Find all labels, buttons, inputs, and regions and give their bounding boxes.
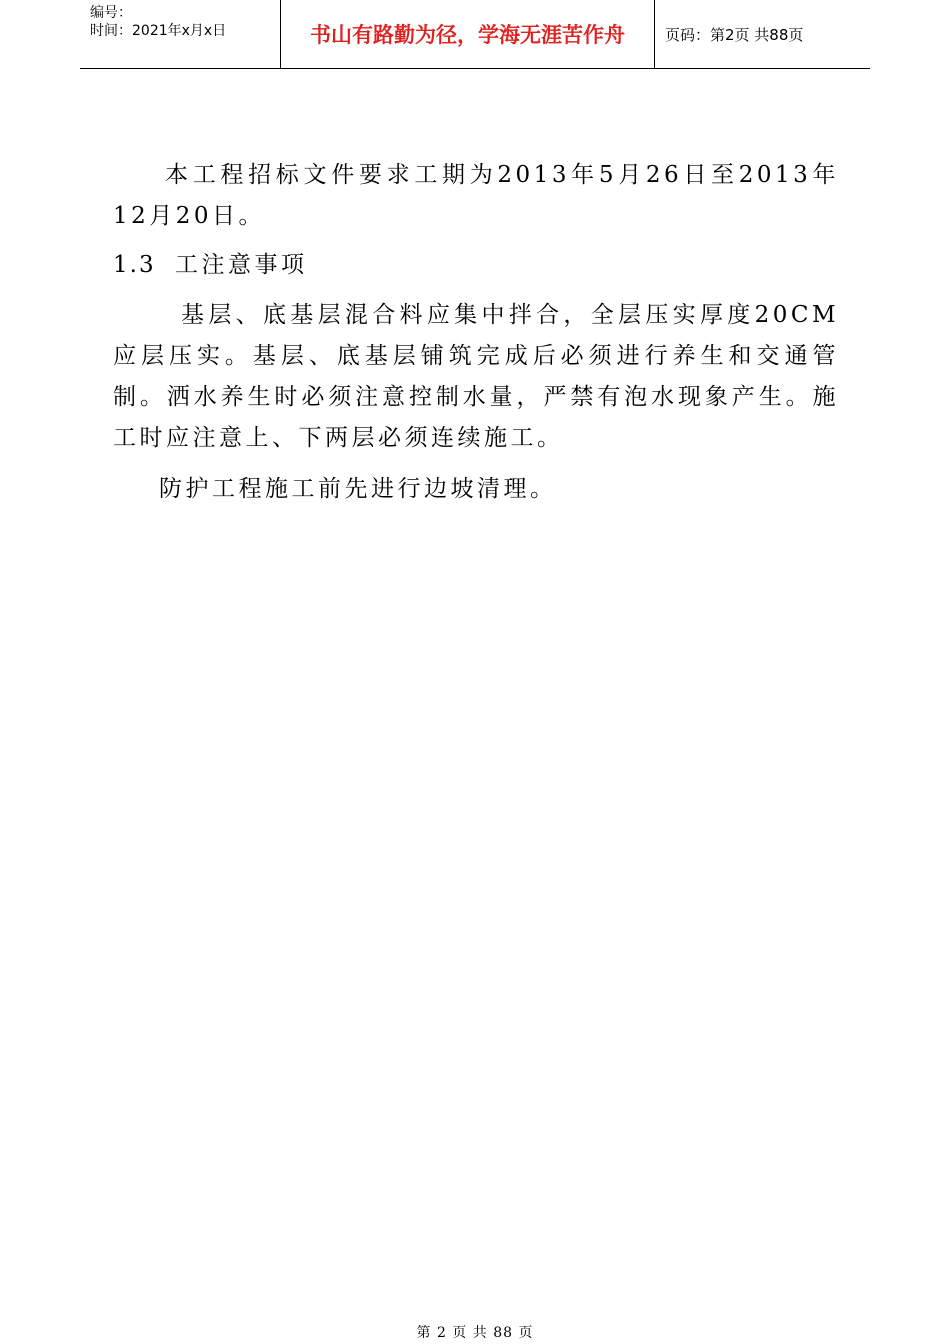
protection-paragraph: 防护工程施工前先进行边坡清理。 — [159, 476, 557, 502]
header-meta — [80, 0, 281, 68]
section-heading — [113, 245, 839, 286]
page-header — [80, 0, 870, 69]
page-footer: 第 2 页 共 88 页 — [416, 1325, 534, 1341]
base-layer-paragraph: 基层、底基层混合料应集中拌合，全层压实厚度20CM应层压实。基层、底基层铺筑完成后必须进行养生和交通管制。洒水养生时必须注意控制水量，严禁有泡水现象产生。施工时应注意上、下两层必须连续施工。 — [113, 302, 839, 451]
section-title: 工注意事项 — [175, 252, 308, 278]
header-page-info: 页码：第2页 共88页 — [665, 25, 804, 44]
schedule-paragraph: 本工程招标文件要求工期为2013年5月26日至2013年12月20日。 — [113, 162, 839, 229]
header-motto: 书山有路勤为径，学海无涯苦作舟 — [281, 0, 655, 68]
document-number-label: 编号： — [90, 5, 132, 21]
section-number: 1.3 — [113, 252, 156, 278]
document-body — [113, 155, 839, 510]
document-time-label: 时间：2021年x月x日 — [90, 23, 227, 39]
